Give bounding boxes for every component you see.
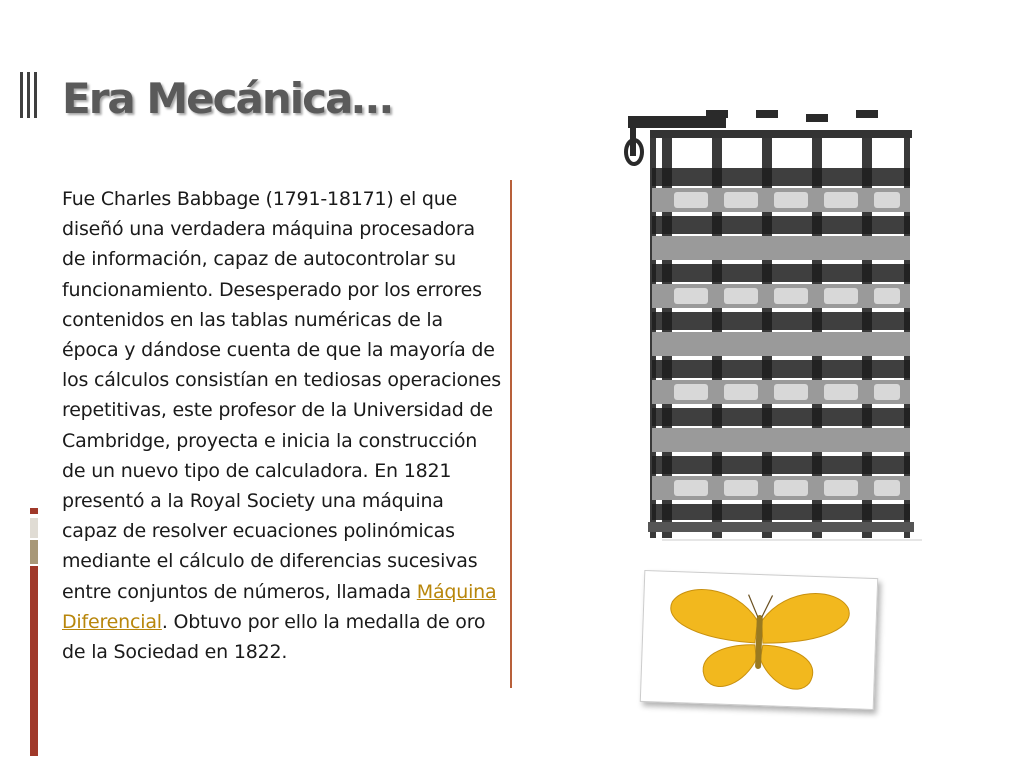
maquina-diferencial-link[interactable]: Máquina Diferencial [62,580,497,633]
title-bar [34,72,37,118]
title-decoration [20,72,42,118]
accent-bar [30,508,38,514]
difference-engine-image [622,108,932,552]
butterfly-icon [641,571,877,709]
slide-title: Era Mecánica… [62,74,392,123]
butterfly-image [640,570,878,710]
accent-bar [30,566,38,756]
vertical-divider [510,180,512,688]
accent-bar [30,518,38,538]
title-bar [27,72,30,118]
accent-bars [30,508,40,756]
accent-bar [30,540,38,564]
paragraph-text-end: . Obtuvo por ello la medalla de oro de la Sociedad en 1822. [62,610,486,664]
paragraph-text: Fue Charles Babbage (1791-18171) el que diseñó una verdadera máquina procesadora de información, capaz de autocontrolar su funcionamiento. Desesperado por los errores contenidos en las tablas numéricas de la época y dándose cuenta de que la mayoría de los cálculos consistían en tediosas operaciones repetitivas, este profesor de la Universidad de Cambridge, proyecta e inicia la construcción de un nuevo tipo de calculadora. En 1821 presentó a la Royal Society una máquina capaz de resolver ecuaciones polinómicas mediante el cálculo de diferencias sucesivas entre conjuntos de números, llamada [62,188,501,603]
body-paragraph [62,184,504,667]
title-bar [20,72,23,118]
